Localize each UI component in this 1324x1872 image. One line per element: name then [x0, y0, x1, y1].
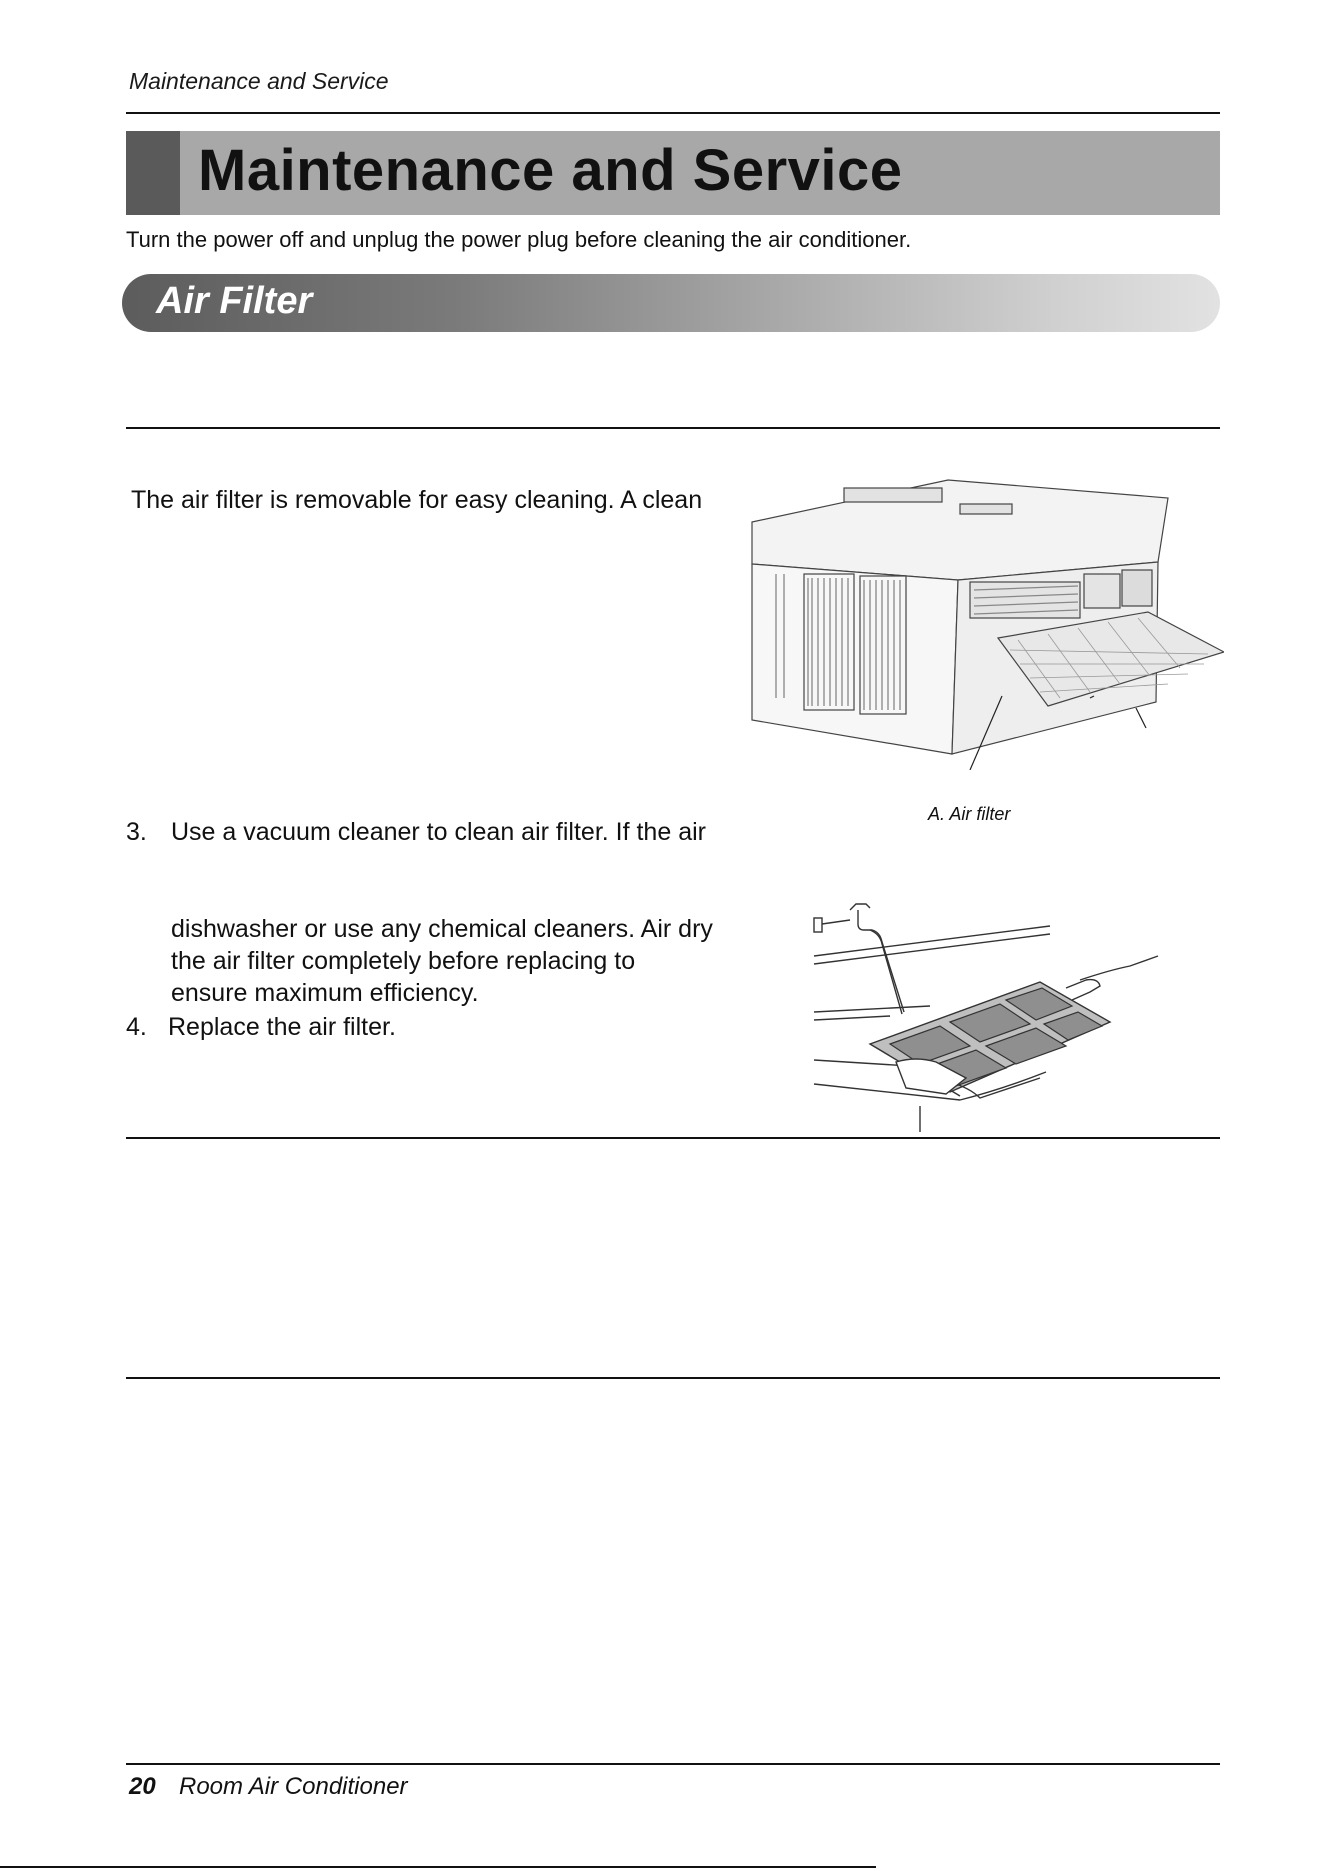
bottom-edge-line — [0, 1866, 876, 1868]
title-accent-block — [126, 131, 180, 215]
step-3-line-3: the air filter completely before replacing to — [171, 947, 636, 975]
page-title: Maintenance and Service — [198, 138, 903, 203]
page-title-band — [126, 131, 1220, 215]
header-rule — [126, 112, 1220, 114]
section-rule-lower — [126, 1377, 1220, 1379]
section-rule-middle — [126, 1137, 1220, 1139]
step-3-line-4: ensure maximum efficiency. — [171, 979, 479, 1007]
filter-washing-illustration — [810, 896, 1166, 1132]
body-line-1: The air filter is removable for easy cleaning. A clean — [131, 486, 703, 514]
step-3-number: 3. — [126, 818, 147, 846]
section-title: Air Filter — [156, 280, 313, 322]
page-number: 20 — [129, 1773, 156, 1800]
step-3-line-1: Use a vacuum cleaner to clean air filter. If the air — [171, 818, 706, 846]
footer-rule — [126, 1763, 1220, 1765]
intro-warning: Turn the power off and unplug the power plug before cleaning the air conditioner. — [126, 227, 912, 252]
running-header: Maintenance and Service — [129, 68, 389, 94]
section-header-air-filter — [122, 274, 1220, 332]
figure-caption: A. Air filter — [928, 804, 1011, 824]
air-conditioner-illustration — [748, 470, 1224, 770]
step-4-text: Replace the air filter. — [168, 1013, 396, 1041]
footer-doc-title: Room Air Conditioner — [179, 1773, 408, 1800]
step-3-line-2: dishwasher or use any chemical cleaners. Air dry — [171, 915, 713, 943]
section-rule-top — [126, 427, 1220, 429]
step-4-number: 4. — [126, 1013, 147, 1041]
